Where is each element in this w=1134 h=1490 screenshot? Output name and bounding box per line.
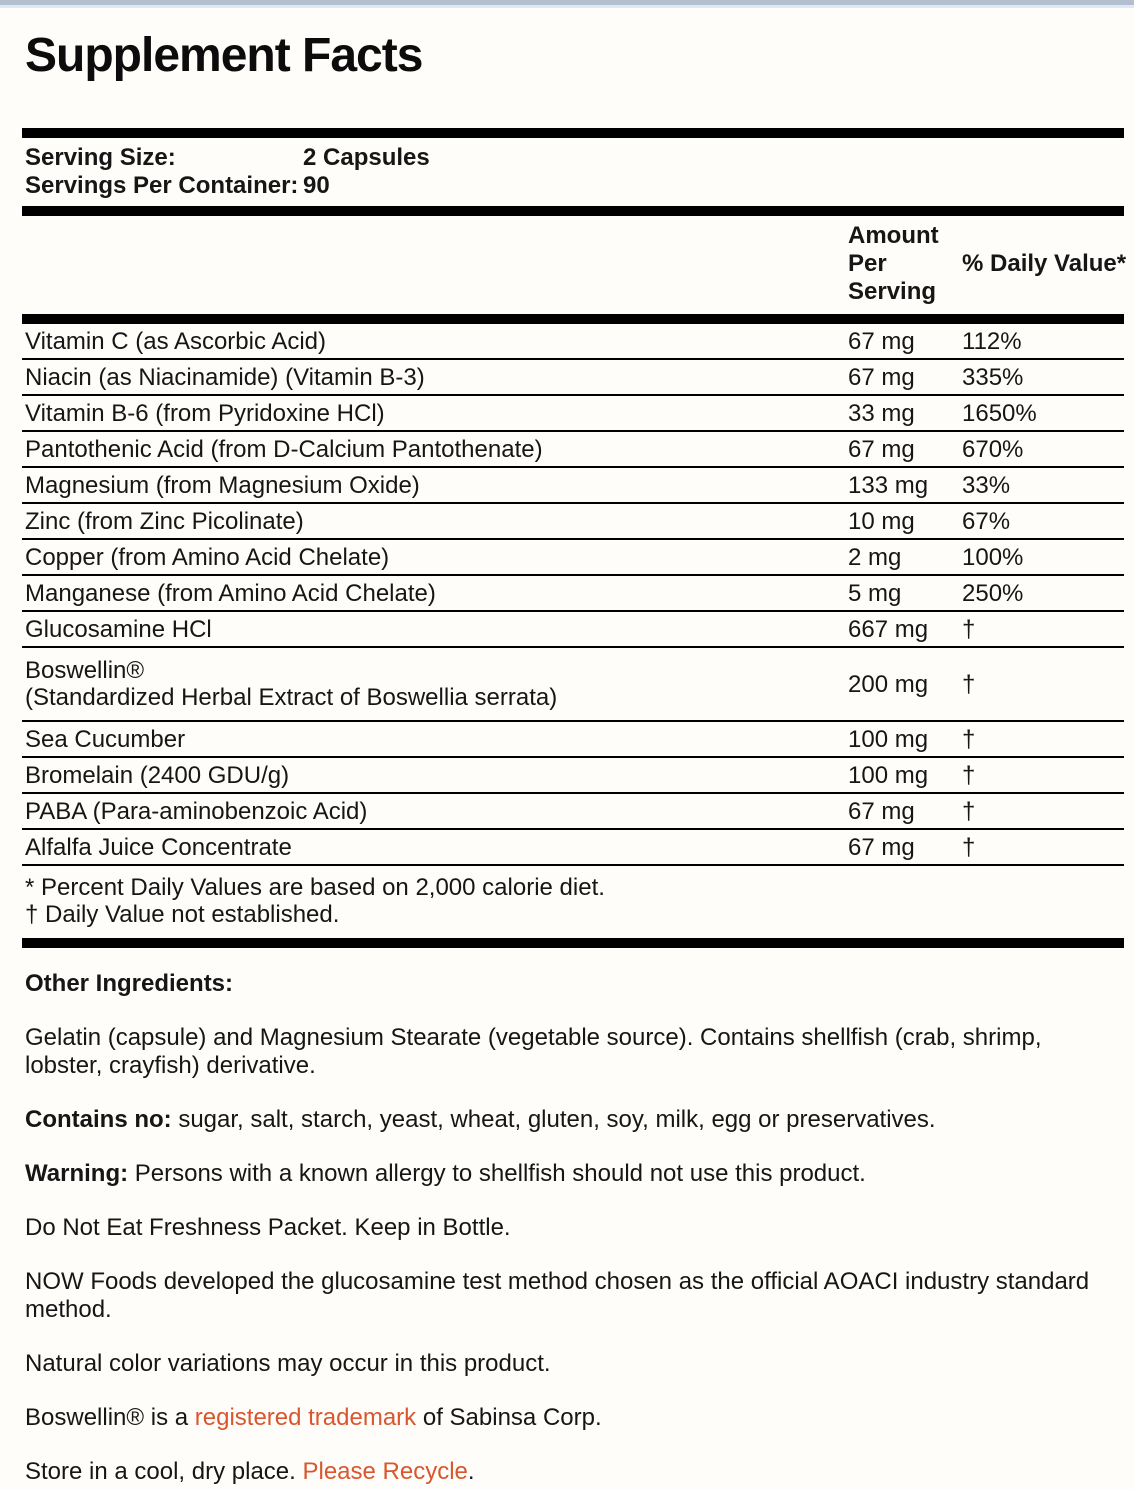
- serving-info: [22, 128, 1124, 216]
- note-text: Store in a cool, dry place.: [25, 1458, 303, 1485]
- nutrient-daily-value: †: [962, 762, 976, 789]
- nutrient-name: Zinc (from Zinc Picolinate): [25, 508, 304, 535]
- nutrient-amount: 100 mg: [848, 762, 929, 789]
- nutrient-name: Vitamin C (as Ascorbic Acid): [25, 328, 326, 355]
- nutrient-name: Sea Cucumber: [25, 726, 186, 753]
- nutrient-daily-value: 112%: [962, 328, 1022, 355]
- nutrient-name: Alfalfa Juice Concentrate: [25, 834, 292, 861]
- footnote-percent-dv: * Percent Daily Values are based on 2,000 calorie diet.: [25, 874, 605, 901]
- amount-per-serving-header: Amount Per Serving: [848, 222, 939, 305]
- nutrient-amount: 133 mg: [848, 472, 929, 499]
- nutrient-row: [22, 324, 1124, 360]
- nutrient-row: [22, 540, 1124, 576]
- nutrient-amount: 67 mg: [848, 436, 915, 463]
- note-text: Natural color variations may occur in this product.: [25, 1350, 551, 1377]
- serving-size-value: 2 Capsules: [303, 144, 430, 171]
- nutrient-amount: 67 mg: [848, 834, 915, 861]
- nutrient-row: [22, 794, 1124, 830]
- note-paragraph: [25, 1350, 1124, 1378]
- table-header-row: [22, 216, 1127, 324]
- note-paragraph: [25, 1024, 1124, 1080]
- supplement-facts-panel: [22, 128, 1127, 948]
- note-paragraph: [25, 1458, 1124, 1486]
- nutrient-name: Copper (from Amino Acid Chelate): [25, 544, 390, 571]
- nutrient-daily-value: †: [962, 834, 976, 861]
- nutrient-name: Vitamin B-6 (from Pyridoxine HCl): [25, 400, 385, 427]
- note-text: of Sabinsa Corp.: [416, 1404, 602, 1431]
- note-bold-prefix: Contains no:: [25, 1106, 172, 1133]
- note-text: NOW Foods developed the glucosamine test method chosen as the official AOACI industry standard method.: [25, 1268, 1090, 1323]
- nutrient-daily-value: †: [962, 670, 976, 698]
- servings-per-container-row: [25, 172, 1124, 200]
- inline-link[interactable]: registered trademark: [194, 1404, 417, 1431]
- nutrient-row: [22, 722, 1124, 758]
- note-text: sugar, salt, starch, yeast, wheat, gluten, soy, milk, egg or preservatives.: [171, 1106, 936, 1133]
- nutrient-name: Boswellin® (Standardized Herbal Extract of Boswellia serrata): [25, 657, 558, 711]
- nutrient-rows: [22, 324, 1124, 866]
- nutrient-name: Bromelain (2400 GDU/g): [25, 762, 290, 789]
- nutrient-daily-value: 33%: [962, 472, 1011, 499]
- nutrient-row: [22, 612, 1124, 648]
- daily-value-header: % Daily Value*: [962, 250, 1127, 277]
- nutrient-amount: 67 mg: [848, 798, 915, 825]
- nutrient-amount: 10 mg: [848, 508, 915, 535]
- nutrient-row: [22, 396, 1124, 432]
- nutrient-name: Magnesium (from Magnesium Oxide): [25, 472, 420, 499]
- nutrient-amount: 100 mg: [848, 726, 929, 753]
- note-paragraph: [25, 1160, 1124, 1188]
- nutrient-daily-value: 670%: [962, 436, 1024, 463]
- note-bold-prefix: Warning:: [25, 1160, 129, 1187]
- note-paragraph: [25, 1268, 1124, 1324]
- note-paragraph: [25, 1214, 1124, 1242]
- nutrient-amount: 200 mg: [848, 670, 929, 698]
- page-top-border: [0, 0, 1134, 8]
- nutrient-amount: 67 mg: [848, 364, 915, 391]
- nutrient-daily-value: 67%: [962, 508, 1011, 535]
- nutrient-name: Manganese (from Amino Acid Chelate): [25, 580, 436, 607]
- note-text: Do Not Eat Freshness Packet. Keep in Bottle.: [25, 1214, 511, 1241]
- servings-per-container-label: Servings Per Container:: [25, 172, 299, 199]
- nutrient-amount: 5 mg: [848, 580, 902, 607]
- nutrient-row: [22, 468, 1124, 504]
- note-paragraph: [25, 1404, 1124, 1432]
- nutrient-amount: 33 mg: [848, 400, 915, 427]
- nutrient-daily-value: †: [962, 726, 976, 753]
- nutrient-row: [22, 830, 1124, 866]
- note-text: Gelatin (capsule) and Magnesium Stearate (vegetable source). Contains shellfish (crab, shrimp, lobster, crayfish) derivative.: [25, 1024, 1042, 1079]
- label-title: Supplement Facts: [25, 29, 423, 82]
- nutrient-amount: 667 mg: [848, 616, 929, 643]
- nutrient-row: [22, 758, 1124, 794]
- nutrient-daily-value: 250%: [962, 580, 1024, 607]
- nutrient-amount: 67 mg: [848, 328, 915, 355]
- other-ingredients-heading: Other Ingredients:: [25, 970, 234, 997]
- nutrient-row: [22, 504, 1124, 540]
- nutrient-daily-value: 1650%: [962, 400, 1037, 427]
- note-text: Persons with a known allergy to shellfish should not use this product.: [128, 1160, 866, 1187]
- nutrient-daily-value: 335%: [962, 364, 1024, 391]
- nutrient-name: Glucosamine HCl: [25, 616, 212, 643]
- serving-size-row: [25, 144, 1124, 172]
- nutrient-daily-value: †: [962, 798, 976, 825]
- other-ingredients-section: [25, 970, 1124, 1486]
- nutrient-row: [22, 576, 1124, 612]
- servings-per-container-value: 90: [303, 172, 330, 199]
- label-notes: [25, 1024, 1124, 1486]
- serving-size-label: Serving Size:: [25, 144, 176, 171]
- nutrient-daily-value: 100%: [962, 544, 1024, 571]
- footnote-dagger: † Daily Value not established.: [25, 901, 340, 928]
- nutrient-name: Pantothenic Acid (from D-Calcium Pantothenate): [25, 436, 543, 463]
- nutrient-row: [22, 648, 1124, 722]
- nutrient-name: Niacin (as Niacinamide) (Vitamin B-3): [25, 364, 425, 391]
- note-text: Boswellin® is a: [25, 1404, 195, 1431]
- nutrient-row: [22, 432, 1124, 468]
- table-footnotes: [22, 866, 1124, 948]
- nutrient-daily-value: †: [962, 616, 976, 643]
- nutrient-name: PABA (Para-aminobenzoic Acid): [25, 798, 368, 825]
- nutrient-amount: 2 mg: [848, 544, 902, 571]
- note-text: .: [467, 1458, 475, 1485]
- inline-link[interactable]: Please Recycle: [302, 1458, 468, 1485]
- note-paragraph: [25, 1106, 1124, 1134]
- nutrient-row: [22, 360, 1124, 396]
